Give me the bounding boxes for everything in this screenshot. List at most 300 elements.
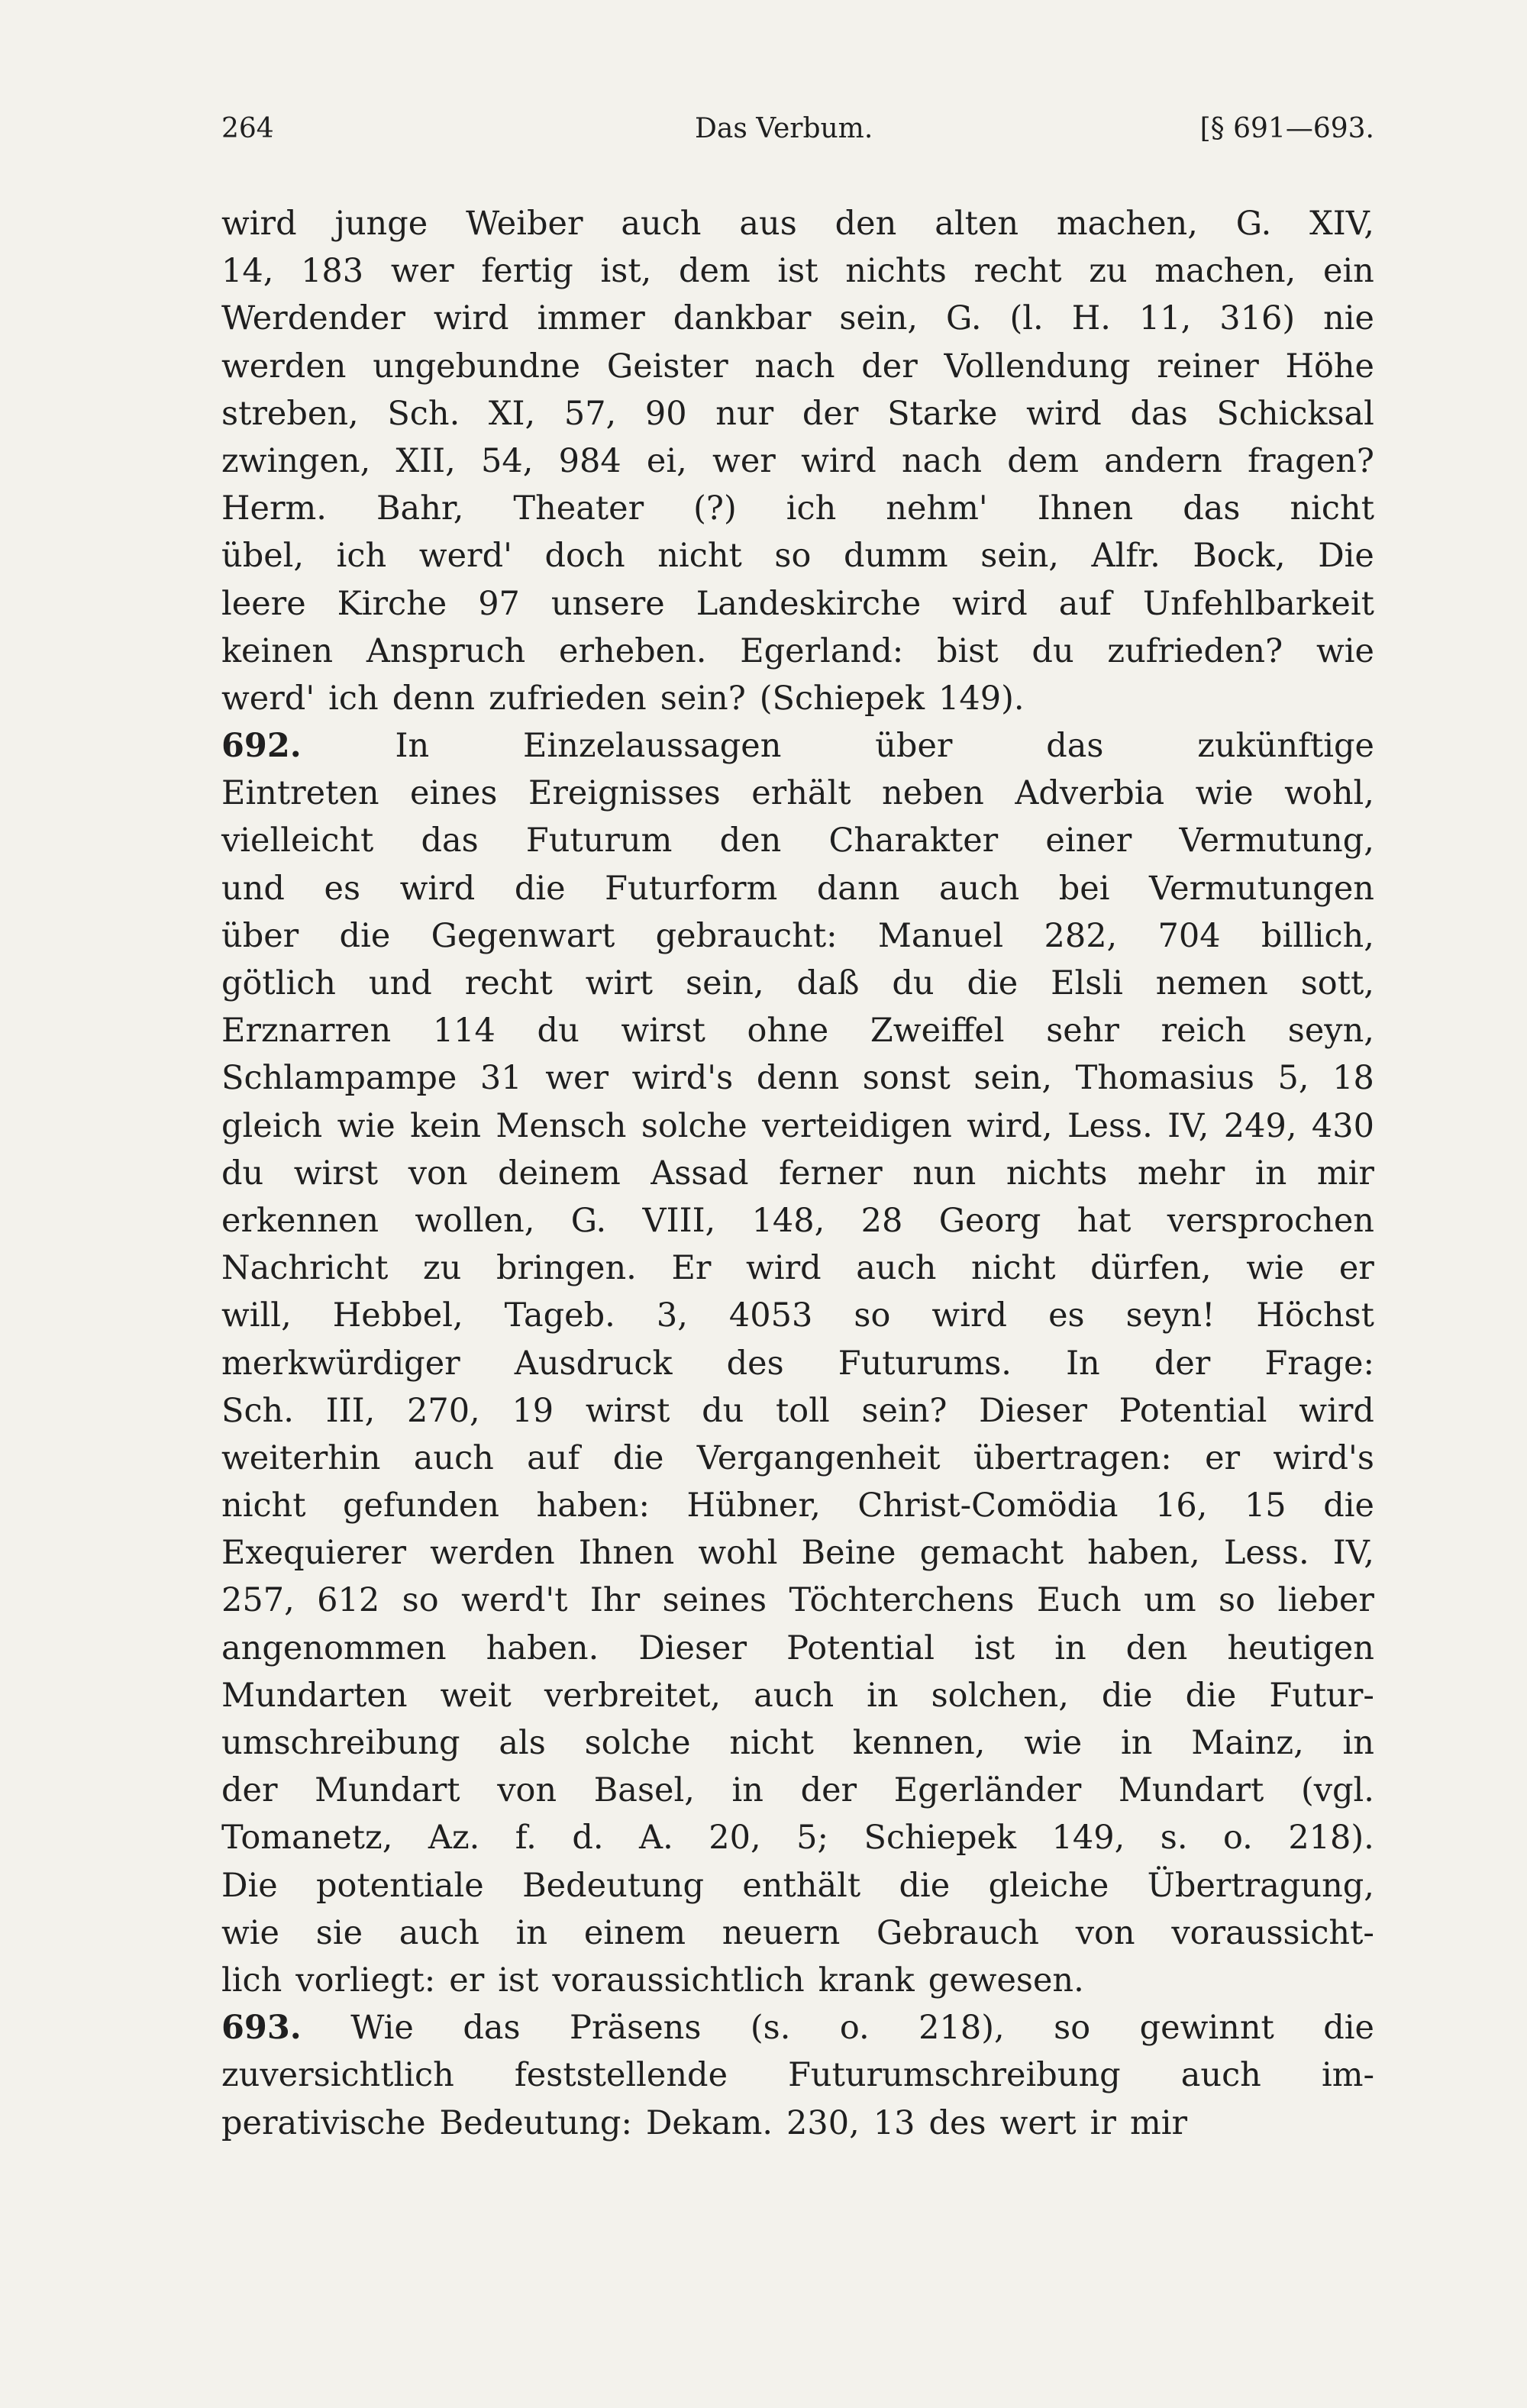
word: 230, <box>786 2103 860 2142</box>
text-line <box>221 817 1374 864</box>
word: wollen, <box>415 1201 535 1240</box>
word: ich <box>786 489 837 528</box>
word: G. <box>946 299 982 338</box>
word: über <box>875 727 953 766</box>
word: ei, <box>646 441 687 480</box>
word: Potential <box>786 1628 935 1667</box>
word: Ausdruck <box>514 1344 673 1383</box>
word: in <box>1054 1628 1086 1667</box>
word: daß <box>796 964 860 1002</box>
text-line <box>221 675 1374 722</box>
word: ohne <box>747 1012 829 1051</box>
word: eines <box>410 774 498 813</box>
word: wird's <box>1273 1438 1374 1477</box>
word: sein, <box>980 537 1059 576</box>
word: du <box>221 1154 264 1193</box>
word: 257, <box>221 1581 295 1620</box>
word: o. <box>1223 1819 1253 1858</box>
word: machen, <box>1056 205 1198 243</box>
word: angenommen <box>221 1628 447 1667</box>
word: wird <box>399 869 476 908</box>
word: so <box>854 1296 891 1335</box>
word: 3, <box>656 1296 688 1335</box>
page-number: 264 <box>221 113 274 144</box>
word: die <box>1101 1676 1153 1715</box>
word: haben, <box>1087 1534 1200 1573</box>
word: wie <box>1024 1724 1083 1762</box>
word: in <box>1121 1724 1153 1762</box>
word: wohl, <box>1284 774 1374 813</box>
word: Nachricht <box>221 1249 389 1288</box>
word: werd't <box>461 1581 568 1620</box>
word: Ihnen <box>578 1534 675 1573</box>
text-line <box>221 912 1374 960</box>
word: mehr <box>1137 1154 1225 1193</box>
word: Präsens <box>570 2009 702 2048</box>
word: Ereignisses <box>528 774 721 813</box>
word: werden <box>430 1534 555 1573</box>
word: sein? <box>660 679 746 718</box>
word: 31 <box>479 1059 522 1098</box>
text-line <box>221 1007 1374 1054</box>
text-line <box>221 1435 1374 1482</box>
word: seyn, <box>1287 1012 1374 1051</box>
word: sein? <box>861 1391 948 1430</box>
word: übertragen: <box>973 1438 1172 1477</box>
word: Wie <box>350 2009 414 2048</box>
word: gemacht <box>919 1534 1064 1573</box>
word: Adverbia <box>1015 774 1165 813</box>
text-line <box>221 2051 1374 2099</box>
word: 114 <box>432 1012 496 1051</box>
word: dann <box>816 869 900 908</box>
word: sein, <box>973 1059 1053 1098</box>
word: Eintreten <box>221 774 379 813</box>
word: zuversichtlich <box>221 2056 454 2095</box>
word: wie <box>1316 631 1374 670</box>
word: o. <box>839 2009 870 2048</box>
word: gewinnt <box>1139 2009 1274 2048</box>
word: Schicksal <box>1216 394 1374 433</box>
word: der <box>1154 1344 1211 1383</box>
word: (vgl. <box>1300 1771 1374 1810</box>
text-line <box>221 960 1374 1007</box>
word: wie <box>1246 1249 1305 1288</box>
word: 97 <box>478 584 520 623</box>
word: XII, <box>395 441 456 480</box>
word: neben <box>882 774 984 813</box>
word: denn <box>392 679 476 718</box>
word: das <box>1183 489 1241 528</box>
word: der <box>861 347 918 386</box>
word: Basel, <box>593 1771 695 1810</box>
word: haben. <box>486 1628 599 1667</box>
word: In <box>395 727 430 766</box>
word: wirt <box>585 964 654 1002</box>
word: Egerland: <box>740 631 904 670</box>
word: wirst <box>621 1012 705 1051</box>
word: den <box>1125 1628 1188 1667</box>
word: Er <box>671 1249 712 1288</box>
word: er <box>449 1961 485 2000</box>
text-line <box>221 295 1374 342</box>
word: um <box>1144 1581 1196 1620</box>
word: einem <box>583 1913 686 1952</box>
word: aus <box>739 205 797 243</box>
word: nichts <box>1006 1154 1108 1193</box>
word: Schiepek <box>864 1819 1016 1858</box>
word: das <box>421 821 479 860</box>
word: (Schiepek <box>759 679 925 718</box>
text-line <box>221 1387 1374 1435</box>
word: so <box>1054 2009 1091 2048</box>
word: haben: <box>536 1486 650 1525</box>
word: Ihnen <box>1037 489 1134 528</box>
word: auch <box>754 1676 835 1715</box>
word: den <box>835 205 897 243</box>
word: nun <box>912 1154 977 1193</box>
word: Az. <box>428 1819 480 1858</box>
word: Assad <box>651 1154 749 1193</box>
word: 704 <box>1157 916 1221 955</box>
word: Sch. <box>221 1391 294 1430</box>
word: seines <box>662 1581 767 1620</box>
word: Theater <box>513 489 644 528</box>
word: Anspruch <box>366 631 526 670</box>
word: Bedeutung <box>522 1866 704 1905</box>
word: Übertragung, <box>1147 1866 1374 1905</box>
word: 218). <box>1288 1819 1374 1858</box>
word: 16, <box>1155 1486 1208 1525</box>
word: nicht <box>729 1724 814 1762</box>
word: götlich <box>221 964 336 1002</box>
word: Unfehlbarkeit <box>1142 584 1374 623</box>
word: 15 <box>1244 1486 1286 1525</box>
word: (?) <box>693 489 737 528</box>
word: gleiche <box>988 1866 1109 1905</box>
text-line <box>221 1340 1374 1387</box>
word: weiterhin <box>221 1438 381 1477</box>
word: Tageb. <box>504 1296 615 1335</box>
word: dürfen, <box>1090 1249 1212 1288</box>
word: du <box>1031 631 1074 670</box>
word: feststellende <box>514 2056 728 2095</box>
word: Futurform <box>605 869 778 908</box>
word: perativische <box>221 2103 426 2142</box>
word: sonst <box>862 1059 951 1098</box>
word: s. <box>1160 1819 1188 1858</box>
word: Manuel <box>877 916 1004 955</box>
word: Herm. <box>221 489 327 528</box>
word: toll <box>776 1391 830 1430</box>
word: In <box>1066 1344 1100 1383</box>
word: auf <box>527 1438 580 1477</box>
word: so <box>774 537 812 576</box>
text-line <box>221 532 1374 579</box>
word: es <box>324 869 361 908</box>
word: weit <box>440 1676 512 1715</box>
word: Alfr. <box>1091 537 1161 576</box>
text-line <box>221 722 1374 770</box>
word: ist <box>777 252 818 291</box>
word: Vermutungen <box>1149 869 1374 908</box>
word: das <box>1046 727 1104 766</box>
word: auch <box>621 205 702 243</box>
text-line <box>221 485 1374 532</box>
word: XI, <box>488 394 536 433</box>
word: lieber <box>1277 1581 1374 1620</box>
text-line <box>221 1719 1374 1767</box>
word: Less. <box>1223 1534 1309 1573</box>
word: kennen, <box>852 1724 986 1762</box>
word: wirst <box>585 1391 670 1430</box>
word: erhält <box>751 774 851 813</box>
word: vorliegt: <box>295 1961 436 2000</box>
word: potentiale <box>316 1866 484 1905</box>
word: übel, <box>221 537 305 576</box>
word: Zweiffel <box>870 1012 1005 1051</box>
word: A. <box>639 1819 673 1858</box>
word: werd' <box>221 679 315 718</box>
word: Die <box>1318 537 1374 576</box>
word: voraussicht- <box>1171 1913 1374 1952</box>
word: leere <box>221 584 306 623</box>
word: die <box>514 869 566 908</box>
word: verbreitet, <box>544 1676 722 1715</box>
text-line <box>221 865 1374 912</box>
word: wird <box>221 205 297 243</box>
word: ein <box>1322 252 1374 291</box>
word: unsere <box>550 584 665 623</box>
word: so <box>1219 1581 1256 1620</box>
word: sott, <box>1300 964 1374 1002</box>
text-line <box>221 1197 1374 1244</box>
word: die <box>1323 1486 1374 1525</box>
word: reich <box>1161 1012 1247 1051</box>
word: auch <box>939 869 1020 908</box>
word: umschreibung <box>221 1724 460 1762</box>
word: nicht <box>221 1486 306 1525</box>
word: gewesen. <box>928 1961 1084 2000</box>
text-line <box>221 1244 1374 1292</box>
word: nichts <box>845 252 947 291</box>
word: Hebbel, <box>332 1296 463 1335</box>
word: du <box>537 1012 579 1051</box>
word: Elsli <box>1051 964 1123 1002</box>
word: streben, <box>221 394 359 433</box>
word: auch <box>413 1438 494 1477</box>
word: fragen? <box>1248 441 1374 480</box>
word: über <box>221 916 299 955</box>
word: die <box>899 1866 951 1905</box>
word: G. <box>1235 205 1272 243</box>
word: von <box>408 1154 468 1193</box>
word: mir <box>1129 2103 1188 2142</box>
text-line <box>221 247 1374 295</box>
word: Mundart <box>315 1771 460 1810</box>
word: 57, <box>563 394 617 433</box>
word: Geister <box>606 347 728 386</box>
word: nicht <box>1290 489 1374 528</box>
word: ich <box>328 679 379 718</box>
word: Frage: <box>1264 1344 1374 1383</box>
word: in <box>731 1771 764 1810</box>
text-line <box>221 390 1374 437</box>
word: Gegenwart <box>431 916 615 955</box>
word: bei <box>1058 869 1110 908</box>
word: machen, <box>1154 252 1296 291</box>
word: im- <box>1321 2056 1374 2095</box>
word: wird <box>1299 1391 1374 1430</box>
word: Dieser <box>979 1391 1087 1430</box>
word: Tomanetz, <box>221 1819 393 1858</box>
text-line <box>221 770 1374 817</box>
word: Futurums. <box>838 1344 1012 1383</box>
word: hat <box>1077 1201 1132 1240</box>
word: keinen <box>221 631 334 670</box>
word: zufrieden <box>489 679 647 718</box>
word: Hübner, <box>686 1486 821 1525</box>
word: Less. <box>1067 1106 1153 1145</box>
word: billich, <box>1261 916 1374 955</box>
word: Euch <box>1036 1581 1122 1620</box>
word: kein <box>410 1106 482 1145</box>
word: wird's <box>631 1059 734 1098</box>
word: auch <box>1180 2056 1261 2095</box>
word: mir <box>1316 1154 1374 1193</box>
word: neuern <box>722 1913 841 1952</box>
word: andern <box>1104 441 1222 480</box>
word: sehr <box>1046 1012 1119 1051</box>
word: Ihr <box>589 1581 641 1620</box>
word: Georg <box>938 1201 1041 1240</box>
word: wird <box>1026 394 1102 433</box>
word: des <box>726 1344 784 1383</box>
word: reiner <box>1157 347 1259 386</box>
word: dumm <box>843 537 948 576</box>
word: in <box>1342 1724 1374 1762</box>
word: Sch. <box>387 394 460 433</box>
word: 249, <box>1223 1106 1297 1145</box>
text-line <box>221 628 1374 675</box>
word: 282, <box>1044 916 1118 955</box>
word: 984 <box>558 441 621 480</box>
word: ist <box>974 1628 1015 1667</box>
text-line <box>221 1672 1374 1719</box>
word: denn <box>756 1059 840 1098</box>
word: er <box>1338 1249 1374 1288</box>
word: die <box>339 916 391 955</box>
word: 218), <box>918 2009 1005 2048</box>
word: den <box>719 821 782 860</box>
word: wie <box>337 1106 395 1145</box>
word: die <box>612 1438 664 1477</box>
word: 693. <box>221 2009 302 2048</box>
word: solche <box>584 1724 691 1762</box>
word: die <box>1323 2009 1374 2048</box>
word: Erznarren <box>221 1012 392 1051</box>
word: Bahr, <box>376 489 464 528</box>
word: es <box>1048 1296 1085 1335</box>
word: nach <box>901 441 983 480</box>
word: nemen <box>1155 964 1268 1002</box>
word: nicht <box>657 537 742 576</box>
text-line <box>221 1814 1374 1861</box>
word: 5; <box>796 1819 829 1858</box>
word: dankbar <box>673 299 812 338</box>
word: H. <box>1071 299 1111 338</box>
word: deinem <box>498 1154 621 1193</box>
word: (s. <box>750 2009 791 2048</box>
word: XIV, <box>1309 205 1374 243</box>
word: d. <box>572 1819 604 1858</box>
word: 18 <box>1332 1059 1374 1098</box>
word: Die <box>221 1866 278 1905</box>
word: krank <box>818 1961 915 2000</box>
word: solchen, <box>931 1676 1069 1715</box>
word: junge <box>334 205 428 243</box>
word: f. <box>515 1819 537 1858</box>
word: solche <box>641 1106 747 1145</box>
word: 28 <box>860 1201 903 1240</box>
word: werd' <box>418 537 512 576</box>
word: du <box>702 1391 744 1430</box>
word: recht <box>973 252 1062 291</box>
word: enthält <box>742 1866 861 1905</box>
word: auf <box>1058 584 1112 623</box>
word: wer <box>712 441 776 480</box>
word: wohl <box>698 1534 778 1573</box>
word: IV, <box>1167 1106 1209 1145</box>
word: ir <box>1090 2103 1116 2142</box>
word: Töchterchens <box>789 1581 1015 1620</box>
text-line <box>221 1957 1374 2004</box>
word: Dieser <box>638 1628 747 1667</box>
word: zu <box>1089 252 1128 291</box>
word: das <box>463 2009 521 2048</box>
word: IV, <box>1332 1534 1374 1573</box>
word: wird <box>801 441 876 480</box>
word: der <box>802 394 859 433</box>
word: Gebrauch <box>876 1913 1039 1952</box>
running-header <box>221 113 1374 159</box>
word: auch <box>856 1249 937 1288</box>
word: das <box>1130 394 1188 433</box>
word: immer <box>537 299 645 338</box>
word: und <box>221 869 285 908</box>
text-line <box>221 580 1374 628</box>
word: 316) <box>1219 299 1296 338</box>
word: Egerländer <box>893 1771 1082 1810</box>
word: Mensch <box>496 1106 627 1145</box>
word: erheben. <box>559 631 707 670</box>
word: 19 <box>512 1391 554 1430</box>
word: nicht <box>971 1249 1056 1288</box>
word: der <box>800 1771 857 1810</box>
text-line <box>221 2004 1374 2051</box>
word: voraussichtlich <box>552 1961 805 2000</box>
word: des <box>928 2103 986 2142</box>
word: erkennen <box>221 1201 379 1240</box>
word: 149). <box>938 679 1025 718</box>
word: 54, <box>480 441 534 480</box>
word: die <box>1185 1676 1237 1715</box>
word: Vermutung, <box>1179 821 1374 860</box>
word: ist, <box>600 252 652 291</box>
word: die <box>967 964 1019 1002</box>
body-text <box>221 200 1374 2147</box>
text-line <box>221 1150 1374 1197</box>
